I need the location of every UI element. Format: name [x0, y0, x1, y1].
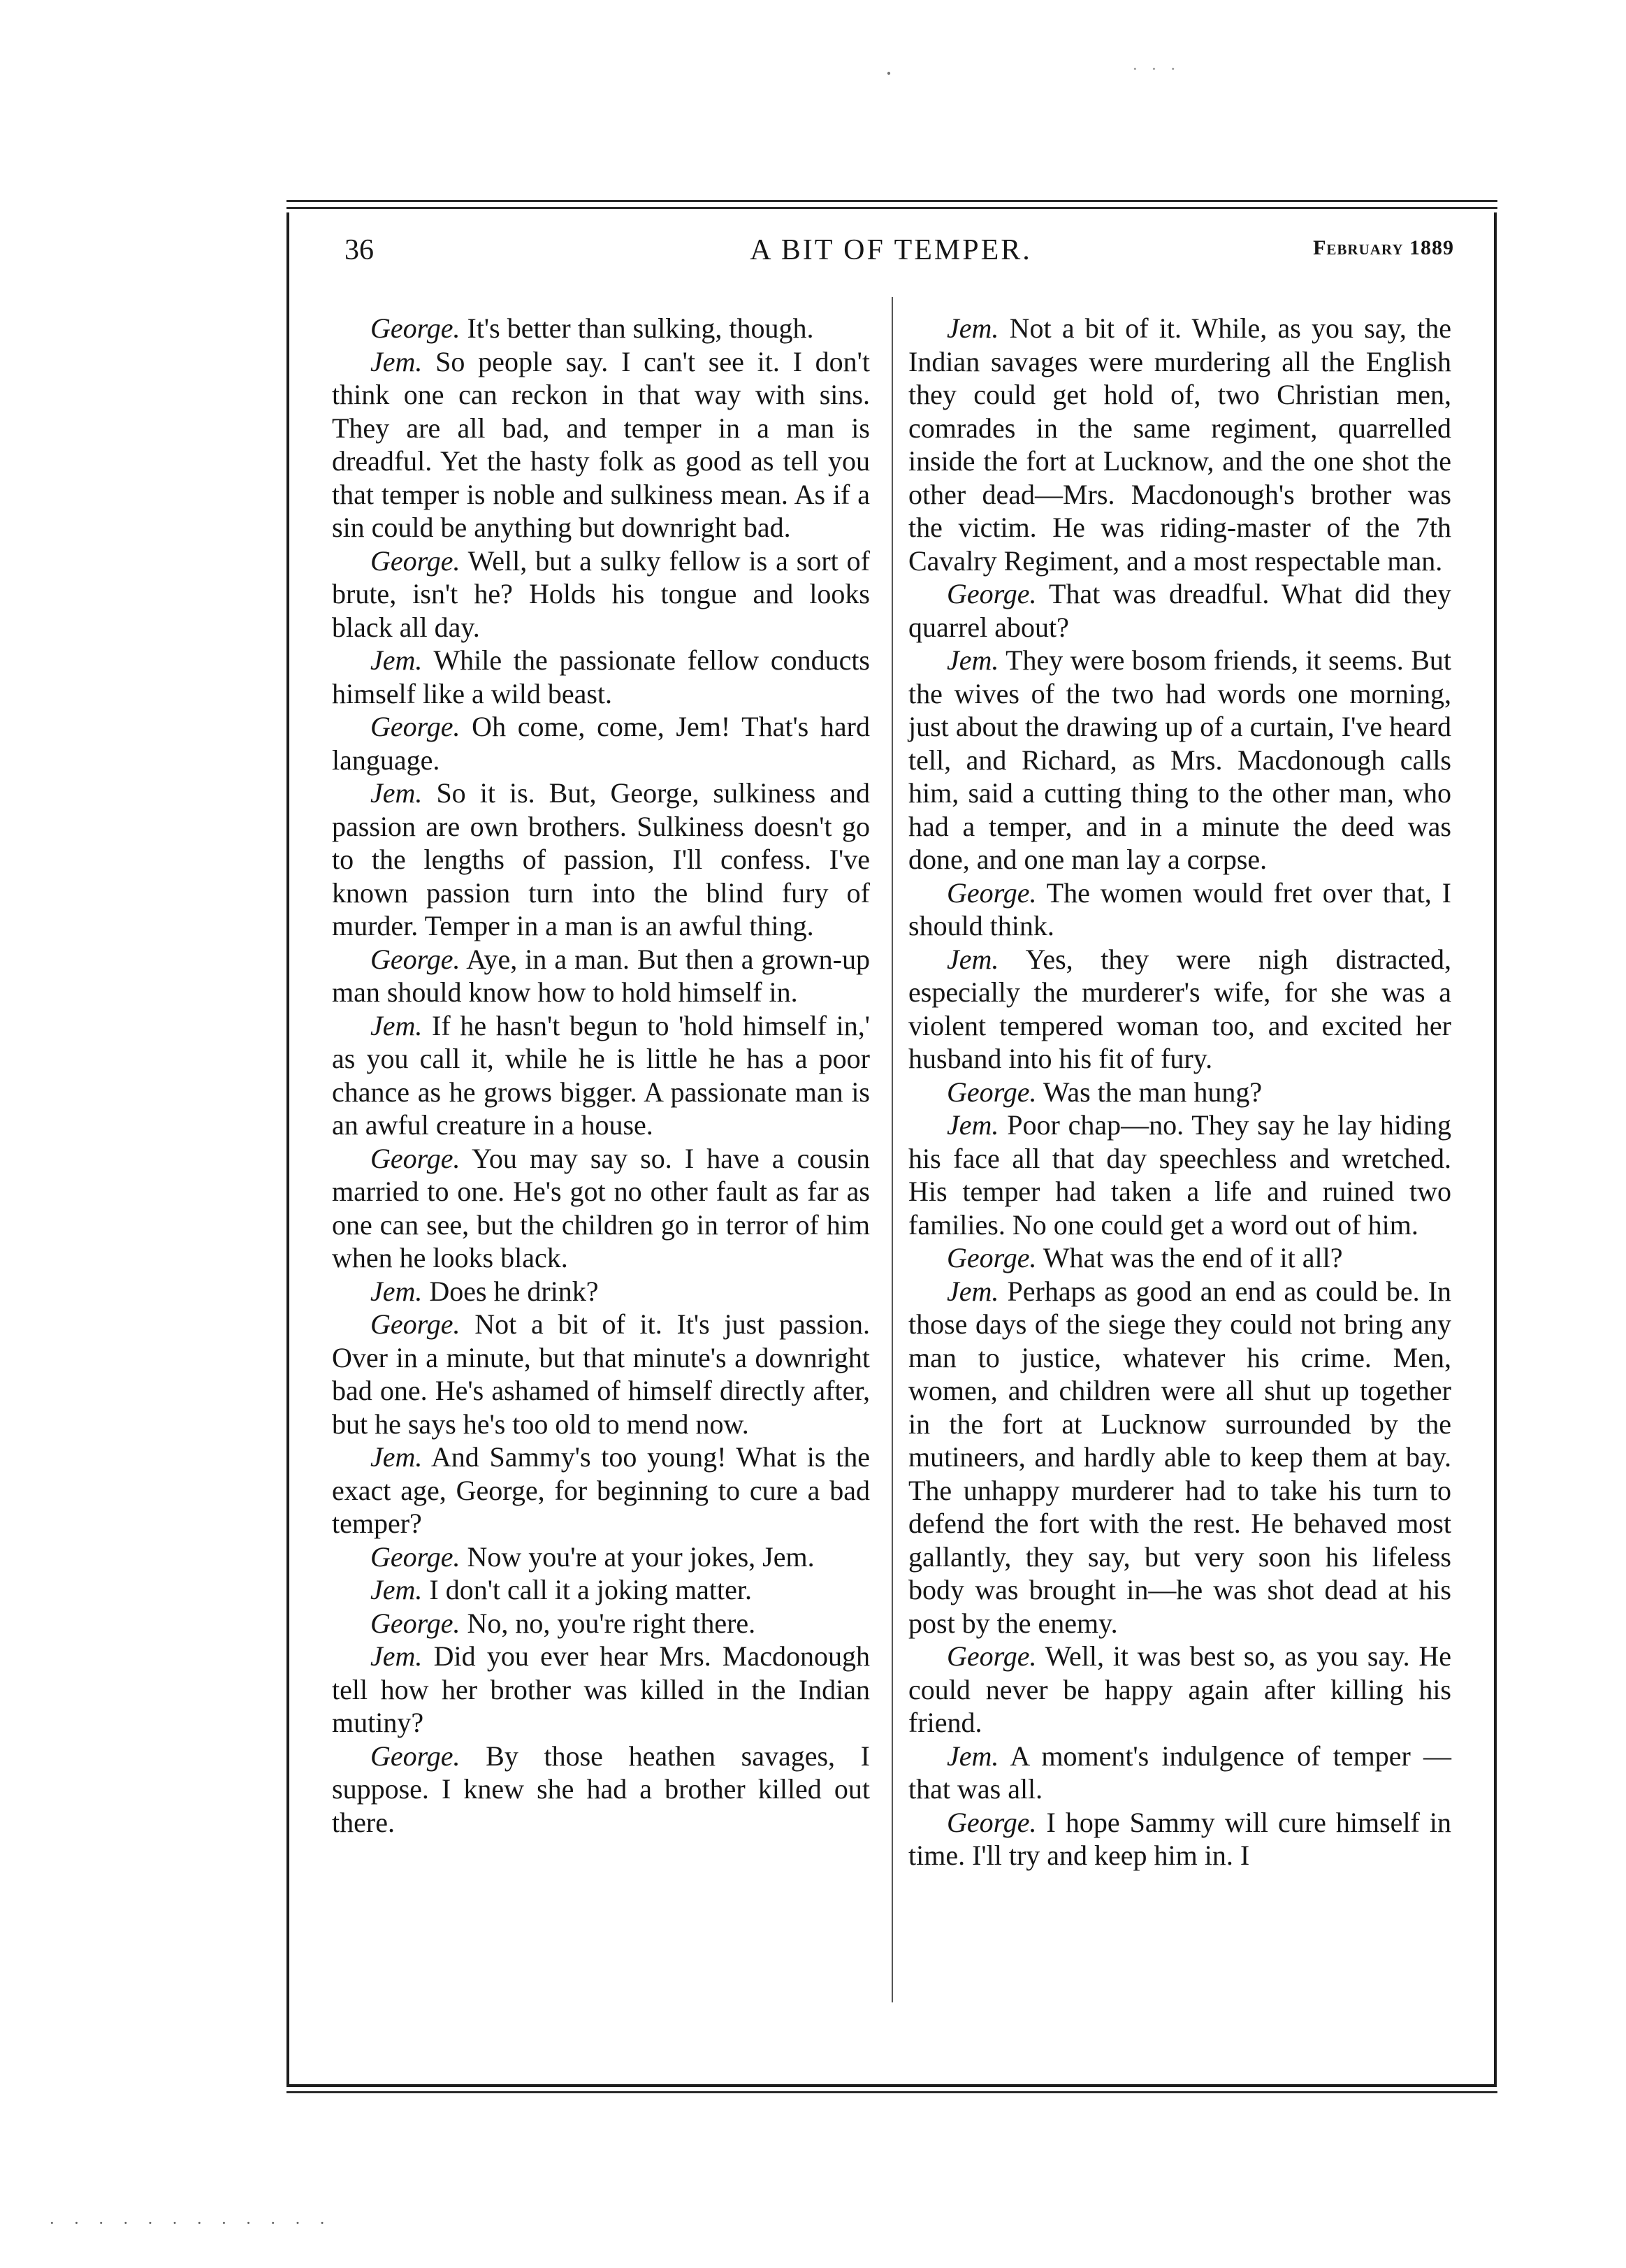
top-rule-upper: [286, 200, 1497, 202]
speaker-name: George.: [947, 1640, 1037, 1672]
dialogue-paragraph: [332, 1142, 870, 1275]
speaker-name: Jem.: [947, 644, 999, 676]
speaker-name: George.: [370, 1540, 460, 1573]
dialogue-text: Poor chap—no. They say he lay hiding his face all that day speechless and wretched. His temper had taken a life and ruined two families. No one could get a word out of him.: [908, 1109, 1451, 1241]
dialogue-text: You may say so. I have a cousin married to one. He's got no other fault as far as one can see, but the children go in terror of him when he looks black.: [332, 1142, 870, 1273]
dialogue-text: No, no, you're right there.: [460, 1607, 756, 1639]
dialogue-paragraph: [332, 710, 870, 777]
speaker-name: George.: [947, 876, 1037, 909]
dialogue-paragraph: [332, 1540, 870, 1574]
dialogue-paragraph: [908, 1108, 1451, 1241]
dialogue-text: I don't call it a joking matter.: [422, 1574, 752, 1605]
dialogue-paragraph: [908, 644, 1451, 876]
dialogue-paragraph: [908, 1076, 1451, 1109]
dialogue-text: So it is. But, George, sulkiness and passion are own brothers. Sulkiness doesn't go to the lengths of passion, I'll confess. I've known passion turn into the blind fury of murder. Temper in a man is an awful thing.: [332, 777, 870, 941]
dialogue-paragraph: [332, 345, 870, 544]
dialogue-paragraph: [332, 1740, 870, 1840]
speaker-name: George.: [370, 1308, 460, 1340]
speaker-name: Jem.: [370, 1009, 423, 1041]
dialogue-text: While the passionate fellow conducts himself like a wild beast.: [332, 644, 870, 709]
dialogue-paragraph: [332, 1308, 870, 1440]
column-divider: [892, 297, 893, 2002]
dialogue-text: Not a bit of it. It's just passion. Over in a minute, but that minute's a downright bad one. He's ashamed of himself directly after, but he says he's too old to mend now.: [332, 1308, 870, 1440]
speaker-name: George.: [370, 1607, 460, 1639]
dialogue-text: Did you ever hear Mrs. Macdonough tell how her brother was killed in the Indian mutiny?: [332, 1640, 870, 1738]
dialogue-paragraph: [908, 1241, 1451, 1275]
dialogue-paragraph: [908, 1275, 1451, 1640]
speaker-name: Jem.: [947, 1740, 999, 1772]
dialogue-text: They were bosom friends, it seems. But the wives of the two had words one morning, just about the drawing up of a curtain, I've heard tell, and Richard, as Mrs. Macdonough calls him, said a cutting thing to the other man, who had a temper, and in a minute the deed was done, and one man lay a corpse.: [908, 644, 1451, 875]
speaker-name: George.: [947, 578, 1037, 609]
dialogue-text: It's better than sulking, though.: [460, 312, 814, 344]
dialogue-text: I hope Sammy will cure himself in time. I'll try and keep him in. I: [908, 1806, 1451, 1871]
dialogue-text: Aye, in a man. But then a grown-up man should know how to hold himself in.: [332, 943, 870, 1008]
dialogue-paragraph: [332, 312, 870, 345]
speaker-name: Jem.: [370, 777, 423, 809]
dialogue-paragraph: [332, 544, 870, 644]
running-title: A BIT OF TEMPER.: [750, 234, 1032, 266]
speaker-name: Jem.: [370, 1574, 423, 1605]
dialogue-paragraph: [332, 1009, 870, 1142]
dialogue-text: Not a bit of it. While, as you say, the Indian savages were murdering all the English they could get hold of, two Christian men, comrades in the same regiment, quarrelled inside the fort at Lucknow, and the one shot the other dead—Mrs. Macdonough's brother was the victim. He was riding-master of the 7th Cavalry Regiment, and a most respectable man.: [908, 312, 1451, 577]
running-header: [325, 233, 1457, 282]
speaker-name: Jem.: [370, 1275, 423, 1307]
speaker-name: George.: [370, 544, 460, 577]
speaker-name: Jem.: [947, 1275, 999, 1307]
dialogue-text: That was dreadful. What did they quarrel about?: [908, 578, 1451, 643]
speaker-name: Jem.: [370, 1640, 423, 1672]
dialogue-paragraph: [332, 1640, 870, 1740]
speaker-name: Jem.: [947, 1109, 999, 1141]
speaker-name: Jem.: [947, 312, 999, 344]
page-number: 36: [344, 234, 374, 266]
dialogue-text: What was the end of it all?: [1036, 1242, 1343, 1273]
right-column: [908, 312, 1451, 1872]
dialogue-text: By those heathen savages, I suppose. I knew she had a brother killed out there.: [332, 1740, 870, 1838]
top-smudge-dashes: · · ·: [1132, 59, 1180, 79]
dialogue-paragraph: [332, 1275, 870, 1308]
dialogue-paragraph: [908, 1740, 1451, 1806]
speaker-name: Jem.: [947, 943, 999, 975]
top-rule-lower: [286, 207, 1497, 209]
dialogue-paragraph: [332, 943, 870, 1009]
dialogue-text: Oh come, come, Jem! That's hard language.: [332, 711, 870, 776]
speaker-name: Jem.: [370, 1441, 423, 1473]
bottom-scan-noise: · · · · · · · · · · · ·: [49, 2213, 333, 2233]
speaker-name: George.: [370, 312, 460, 344]
speaker-name: Jem.: [370, 345, 423, 377]
speaker-name: George.: [370, 1142, 460, 1174]
dialogue-paragraph: [908, 1806, 1451, 1872]
dialogue-paragraph: [908, 943, 1451, 1076]
dialogue-paragraph: [908, 1640, 1451, 1740]
top-smudge-mark: ·: [885, 59, 893, 87]
dialogue-text: Yes, they were nigh distracted, especially the murderer's wife, for she was a violent tempered woman too, and excited her husband into his fit of fury.: [908, 943, 1451, 1074]
speaker-name: George.: [947, 1242, 1037, 1273]
dialogue-paragraph: [332, 1573, 870, 1607]
dialogue-text: So people say. I can't see it. I don't think one can reckon in that way with sins. They are all bad, and temper in a man is dreadful. Yet the hasty folk as good as tell you that temper is noble and sulkiness mean. As if a sin could be anything but downright bad.: [332, 345, 870, 543]
dialogue-paragraph: [332, 644, 870, 710]
speaker-name: George.: [370, 943, 460, 975]
speaker-name: George.: [947, 1806, 1037, 1838]
issue-date: February 1889: [1313, 236, 1454, 259]
dialogue-text: Was the man hung?: [1036, 1076, 1263, 1108]
left-column: [332, 312, 870, 1839]
dialogue-text: If he hasn't begun to 'hold himself in,' as you call it, while he is little he has a poor chance as he grows bigger. A passionate man is an awful creature in a house.: [332, 1009, 870, 1141]
speaker-name: George.: [370, 1740, 460, 1772]
dialogue-paragraph: [332, 1440, 870, 1540]
dialogue-text: And Sammy's too young! What is the exact age, George, for beginning to cure a bad temper?: [332, 1441, 870, 1539]
dialogue-paragraph: [908, 312, 1451, 577]
dialogue-text: Does he drink?: [422, 1275, 599, 1307]
dialogue-text: A moment's indulgence of temper —that was all.: [908, 1740, 1451, 1805]
dialogue-text: The women would fret over that, I should think.: [908, 876, 1451, 941]
dialogue-paragraph: [332, 777, 870, 943]
dialogue-text: Perhaps as good an end as could be. In those days of the siege they could not bring any man to justice, whatever his crime. Men, women, and children were all shut up together in the fort at Lucknow surrounded by the mutineers, and hardly able to keep them at bay. The unhappy murderer had to take his turn to defend the fort with the rest. He behaved most gallantly, they say, but very soon his lifeless body was brought in—he was shot dead at his post by the enemy.: [908, 1275, 1451, 1639]
dialogue-text: Well, it was best so, as you say. He could never be happy again after killing his friend.: [908, 1640, 1451, 1738]
dialogue-paragraph: [908, 577, 1451, 644]
speaker-name: Jem.: [370, 644, 423, 676]
speaker-name: George.: [947, 1076, 1037, 1108]
speaker-name: George.: [370, 711, 460, 742]
dialogue-text: Well, but a sulky fellow is a sort of brute, isn't he? Holds his tongue and looks black all day.: [332, 544, 870, 643]
dialogue-paragraph: [332, 1607, 870, 1640]
dialogue-paragraph: [908, 876, 1451, 943]
frame-bottom-rule: [286, 2091, 1497, 2093]
dialogue-text: Now you're at your jokes, Jem.: [460, 1540, 815, 1573]
